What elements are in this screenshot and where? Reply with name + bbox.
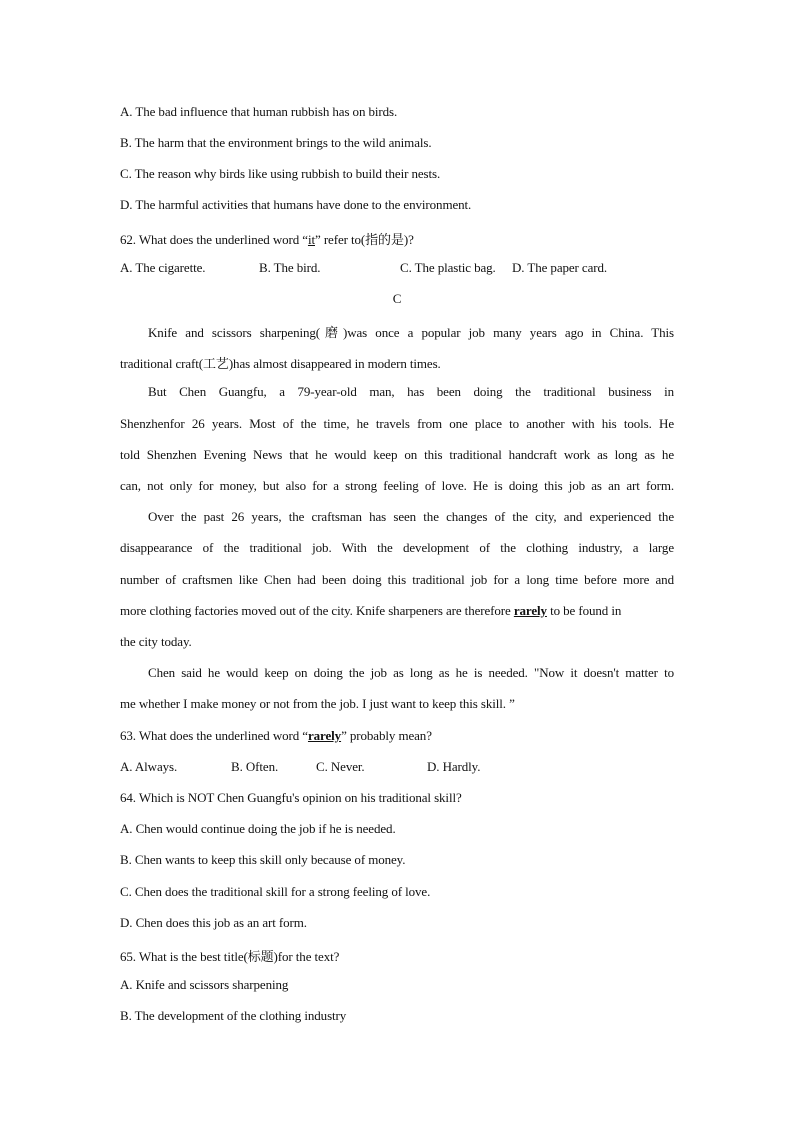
q65-question: 65. What is the best title(标题)for the text? bbox=[120, 949, 340, 964]
q61-option-a: A. The bad influence that human rubbish has on birds. bbox=[120, 104, 398, 119]
q63-option-d: D. Hardly. bbox=[427, 759, 481, 774]
q62-underlined-word: it bbox=[307, 232, 315, 247]
q61-option-b: B. The harm that the environment brings to the wild animals. bbox=[120, 135, 432, 150]
q62-option-a: A. The cigarette. bbox=[120, 260, 206, 275]
q63-question bbox=[120, 728, 432, 744]
passage-p2-line2: Shenzhenfor 26 years. Most of the time, he travels from one place to another with his tools. He bbox=[120, 416, 674, 431]
passage-p2-line4: can, not only for money, but also for a strong feeling of love. He is doing this job as an art form. bbox=[120, 478, 674, 493]
passage-p1-line2: traditional craft(工艺)has almost disappeared in modern times. bbox=[120, 356, 441, 371]
q63-option-a: A. Always. bbox=[120, 759, 178, 774]
passage-p3-line3: number of craftsmen like Chen had been doing this traditional job for a long time before more and bbox=[120, 572, 674, 587]
q64-option-b: B. Chen wants to keep this skill only because of money. bbox=[120, 852, 406, 867]
q64-question: 64. Which is NOT Chen Guangfu's opinion on his traditional skill? bbox=[120, 790, 462, 805]
section-heading: C bbox=[392, 291, 402, 306]
passage-p3-line1: Over the past 26 years, the craftsman has seen the changes of the city, and experienced the bbox=[148, 509, 674, 524]
q63-underlined-word: rarely bbox=[307, 728, 342, 743]
passage-p3-line2: disappearance of the traditional job. With the development of the clothing industry, a large bbox=[120, 540, 674, 555]
q62-suffix: ” refer to(指的是)? bbox=[315, 232, 414, 247]
passage-p3-line4-before: more clothing factories moved out of the city. Knife sharpeners are therefore bbox=[120, 603, 514, 618]
passage-p1-line1: Knife and scissors sharpening(磨)was once a popular job many years ago in China. This bbox=[148, 325, 674, 340]
q62-option-c: C. The plastic bag. bbox=[400, 260, 496, 275]
q63-prefix: 63. What does the underlined word “ bbox=[120, 728, 308, 743]
q62-option-b: B. The bird. bbox=[259, 260, 321, 275]
q62-option-d: D. The paper card. bbox=[512, 260, 608, 275]
q62-question bbox=[120, 229, 414, 248]
q63-option-b: B. Often. bbox=[231, 759, 279, 774]
passage-p3-line5: the city today. bbox=[120, 634, 192, 649]
passage-p2-line1: But Chen Guangfu, a 79-year-old man, has been doing the traditional business in bbox=[148, 384, 674, 399]
q61-option-d: D. The harmful activities that humans have done to the environment. bbox=[120, 197, 472, 212]
q65-option-a: A. Knife and scissors sharpening bbox=[120, 977, 289, 992]
q63-option-c: C. Never. bbox=[316, 759, 365, 774]
q64-option-a: A. Chen would continue doing the job if he is needed. bbox=[120, 821, 396, 836]
q61-option-c: C. The reason why birds like using rubbish to build their nests. bbox=[120, 166, 441, 181]
q65-option-b: B. The development of the clothing industry bbox=[120, 1008, 347, 1023]
passage-p4-line1: Chen said he would keep on doing the job as long as he is needed. "Now it doesn't matter to bbox=[148, 665, 674, 680]
passage-underlined-word: rarely bbox=[513, 603, 547, 618]
passage-p2-line3: told Shenzhen Evening News that he would keep on this traditional handcraft work as long as he bbox=[120, 447, 674, 462]
q64-option-d: D. Chen does this job as an art form. bbox=[120, 915, 307, 930]
passage-p3-line4-after: to be found in bbox=[546, 603, 622, 618]
q63-suffix: ” probably mean? bbox=[341, 728, 432, 743]
passage-p3-line4 bbox=[120, 603, 621, 619]
q64-option-c: C. Chen does the traditional skill for a strong feeling of love. bbox=[120, 884, 431, 899]
passage-p4-line2: me whether I make money or not from the job. I just want to keep this skill. ” bbox=[120, 696, 515, 711]
q62-prefix: 62. What does the underlined word “ bbox=[120, 232, 308, 247]
